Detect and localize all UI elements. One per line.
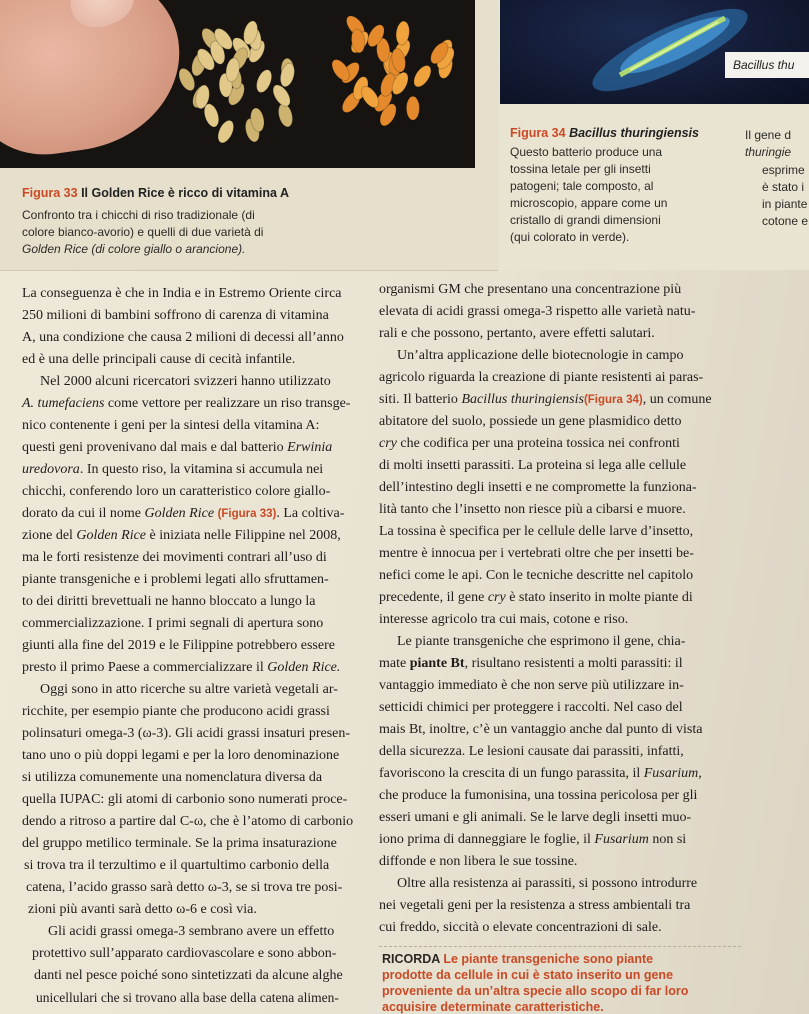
text-line: della sicurezza. Le lesioni causate dai parassiti, infatti, <box>379 744 684 759</box>
text-line: dell’intestino degli insetti e ne compromette la funziona- <box>379 480 697 495</box>
text-line: polinsaturi omega-3 (ω-3). Gli acidi grassi insaturi presen- <box>22 726 351 741</box>
figure-34-caption-line: cristallo di grandi dimensioni <box>510 213 661 227</box>
text-line: nico contenente i geni per la sintesi della vitamina A: <box>22 418 320 433</box>
text-line: del gruppo metilico terminale. Se la prima insaturazione <box>22 836 337 851</box>
text-line: chicchi, conferendo loro un caratteristico colore giallo- <box>22 484 331 499</box>
text-segment: . La coltiva- <box>276 506 345 521</box>
text-line: esseri umani e gli animali. Se le larve degli insetti muo- <box>379 810 692 825</box>
text-segment: questi geni provenivano dal mais e dal batterio <box>22 440 284 455</box>
bt-plants-term: piante Bt <box>409 656 465 671</box>
side-caption-line: Il gene d <box>745 128 792 142</box>
golden-rice-name: Golden Rice. <box>267 660 341 675</box>
text-line: protettivo sull’apparato cardiovascolare e sono abbon- <box>32 946 337 961</box>
erwinia-name: Erwinia <box>287 440 333 455</box>
cry-gene: cry <box>379 436 397 451</box>
side-caption-line: esprime <box>762 163 805 177</box>
text-line: tano uno o più doppi legami e per la loro denominazione <box>22 748 340 763</box>
figure-34-caption-line: microscopio, appare come un <box>510 196 668 210</box>
erwinia-species: uredovora <box>22 462 80 477</box>
text-line: Oltre alla resistenza ai parassiti, si possono introdurre <box>397 876 698 891</box>
text-segment: favoriscono la crescita di un fungo parassita, il <box>379 766 641 781</box>
text-line <box>379 436 739 452</box>
text-line: lità tanto che l’insetto non riesce più a cibarsi e muore. <box>379 502 686 517</box>
text-line: setticidi chimici per proteggere i raccolti. Nel caso del <box>379 700 683 715</box>
figure-34 <box>500 0 809 270</box>
figure-34-link[interactable]: (Figura 34) <box>583 394 643 406</box>
ricorda-line: proveniente da un’altra specie allo scopo di far loro <box>382 984 689 998</box>
text-line: si trova tra il terzultimo e il quartultimo carbonio della <box>24 858 330 873</box>
text-line <box>22 396 360 412</box>
text-line: unicellulari che si trovano alla base della catena alimen- <box>36 990 339 1005</box>
rice-grain <box>254 68 275 95</box>
ricorda-text: Le piante transgeniche sono piante <box>443 952 654 966</box>
text-line: mentre è innocua per i vertebrati oltre che per insetti be- <box>379 546 694 561</box>
text-line: agricolo riguarda la creazione di piante resistenti ai paras- <box>379 370 704 385</box>
ricorda-line: acquisire determinate caratteristiche. <box>382 1000 604 1014</box>
text-line: Gli acidi grassi omega-3 sembrano avere un effetto <box>48 924 335 939</box>
figure-33-caption-line: Confronto tra i chicchi di riso tradizionale (di <box>22 208 255 222</box>
figure-33-title-text: Il Golden Rice è ricco di vitamina A <box>81 186 289 200</box>
text-line: piante transgeniche e i problemi legati allo sfruttamen- <box>22 572 329 587</box>
text-segment: precedente, il gene <box>379 590 485 605</box>
figure-33-caption-line <box>22 242 245 256</box>
text-line: dendo a ritroso a partire dal C-ω, che è l’atomo di carbonio <box>22 814 354 829</box>
figure-34-caption-line: (qui colorato in verde). <box>510 230 630 244</box>
text-segment: dorato da cui il nome <box>22 506 141 521</box>
figure-33-link[interactable]: (Figura 33) <box>217 508 277 520</box>
text-segment: . In questo riso, la vitamina si accumula nei <box>79 462 324 477</box>
text-line: di molti insetti parassiti. La proteina si lega alle cellule <box>379 458 687 473</box>
figure-33-number: Figura 33 <box>22 186 78 200</box>
text-line: abitatore del suolo, possiede un gene plasmidico detto <box>379 414 682 429</box>
text-line: A, una condizione che causa 2 milioni di decessi all’anno <box>22 330 344 345</box>
figure-34-caption-line: patogeni; tale composto, al <box>510 179 654 193</box>
text-line: interesse agricolo tra cui mais, cotone e riso. <box>379 612 629 627</box>
text-line: danti nel pesce poiché sono sintetizzati da alcune alghe <box>34 968 343 983</box>
text-line: Nel 2000 alcuni ricercatori svizzeri hanno utilizzato <box>40 374 331 389</box>
text-line: ma le forti resistenze dei movimenti contrari all’uso di <box>22 550 327 565</box>
text-line: si utilizza comunemente una nomenclatura diversa da <box>22 770 323 785</box>
bacillus-name: Bacillus thuringiensis <box>461 392 584 407</box>
text-line <box>22 440 360 456</box>
bacillus-photo <box>500 0 809 104</box>
text-line: Oggi sono in atto ricerche su altre varietà vegetali ar- <box>40 682 338 697</box>
ricorda-line: prodotte da cellule in cui è stato inserito un gene <box>382 968 674 982</box>
text-segment: non si <box>652 832 687 847</box>
text-line <box>22 660 360 676</box>
text-line: mais Bt, inoltre, c’è un vantaggio anche dal punto di vista <box>379 722 703 737</box>
text-line: ricchite, per esempio piante che producono acidi grassi <box>22 704 330 719</box>
agrobacterium-name: A. tumefaciens <box>22 396 105 411</box>
text-line: Le piante transgeniche che esprimono il gene, chia- <box>397 634 686 649</box>
figure-34-title-text: Bacillus thuringiensis <box>569 126 699 140</box>
text-line <box>379 832 739 848</box>
text-line <box>22 506 360 522</box>
figure-34-caption-line: tossina letale per gli insetti <box>510 162 651 176</box>
text-line <box>22 528 360 544</box>
fusarium-name: Fusarium, <box>643 766 702 781</box>
side-caption-line: è stato i <box>762 180 805 194</box>
text-line: vantaggio immediato è che non serve più utilizzare in- <box>379 678 684 693</box>
text-segment: mate <box>379 656 407 671</box>
golden-rice-name: Golden Rice <box>76 528 147 543</box>
text-segment: , risultano resistenti a molti parassiti: il <box>464 656 683 671</box>
side-caption-line: in piante <box>762 197 808 211</box>
text-segment: è stato inserito in molte piante di <box>509 590 693 605</box>
text-line <box>379 656 739 672</box>
ricorda-divider <box>379 946 741 947</box>
ricorda-label: RICORDA <box>382 952 440 966</box>
text-line: zioni più avanti sarà detto ω-6 e così via. <box>28 902 257 917</box>
rice-grain <box>410 63 434 90</box>
text-line <box>379 766 739 782</box>
text-line: nefici come le api. Con le tecniche descritte nel capitolo <box>379 568 694 583</box>
text-segment: è iniziata nelle Filippine nel 2008, <box>149 528 341 543</box>
text-line: diffonde e non libera le sue tossine. <box>379 854 578 869</box>
text-line: Un’altra applicazione delle biotecnologie in campo <box>397 348 684 363</box>
text-line: to dei diritti brevettuali ne hanno bloccato a lungo la <box>22 594 316 609</box>
text-segment: come vettore per realizzare un riso transge- <box>107 396 351 411</box>
text-line: ed è una delle principali cause di cecità infantile. <box>22 352 296 367</box>
side-caption-line: cotone e <box>762 214 809 228</box>
figure-34-number: Figura 34 <box>510 126 566 140</box>
text-line: cui freddo, siccità o elevate concentrazioni di sale. <box>379 920 662 935</box>
text-segment: , un comune <box>642 392 712 407</box>
text-line: che produce la fumonisina, una tossina pericolosa per gli <box>379 788 698 803</box>
text-segment: presto il primo Paese a commercializzare il <box>22 660 264 675</box>
text-line: rali e che possono, pertanto, avere effetti salutari. <box>379 326 655 341</box>
text-segment: zione del <box>22 528 73 543</box>
text-line: commercializzazione. I primi segnali di apertura sono <box>22 616 324 631</box>
text-line <box>379 392 739 408</box>
text-line <box>379 590 739 606</box>
text-line: nei vegetali geni per la resistenza a stress ambientali tra <box>379 898 691 913</box>
rice-grain <box>406 96 419 120</box>
figure-33-caption-line: colore bianco-avorio) e quelli di due varietà di <box>22 225 264 239</box>
figure-33 <box>0 0 498 271</box>
cry-gene: cry <box>487 590 506 605</box>
figure-33-title <box>22 186 289 200</box>
text-segment: siti. Il batterio <box>379 392 458 407</box>
text-segment: che codifica per una proteina tossica nei confronti <box>400 436 680 451</box>
figure-33-caption-text: Golden Rice (di colore giallo o arancione). <box>22 242 246 256</box>
golden-rice-name: Golden Rice <box>144 506 215 521</box>
text-line: quella IUPAC: gli atomi di carbonio sono numerati proce- <box>22 792 348 807</box>
figure-34-caption-line: Questo batterio produce una <box>510 145 663 159</box>
bacillus-photo-label: Bacillus thu <box>725 52 809 78</box>
text-line: organismi GM che presentano una concentrazione più <box>379 282 682 297</box>
fingernail <box>63 0 141 35</box>
side-caption-line: thuringie <box>745 145 792 159</box>
text-line: elevata di acidi grassi omega-3 rispetto alle varietà natu- <box>379 304 696 319</box>
fusarium-name: Fusarium <box>594 832 649 847</box>
text-line <box>22 462 360 478</box>
text-line: giunti alla fine del 2019 e le Filippine potrebbero essere <box>22 638 335 653</box>
text-segment: iono prima di danneggiare le foglie, il <box>379 832 591 847</box>
text-line: catena, l’acido grasso sarà detto ω-3, se si trova tre posi- <box>26 880 343 895</box>
text-line: La conseguenza è che in India e in Estremo Oriente circa <box>22 286 342 301</box>
figure-34-title <box>510 126 699 140</box>
text-line: La tossina è specifica per le cellule delle larve d’insetto, <box>379 524 694 539</box>
text-line: 250 milioni di bambini soffrono di carenza di vitamina <box>22 308 329 323</box>
ricorda-line <box>382 952 653 966</box>
rice-grain <box>270 82 294 109</box>
